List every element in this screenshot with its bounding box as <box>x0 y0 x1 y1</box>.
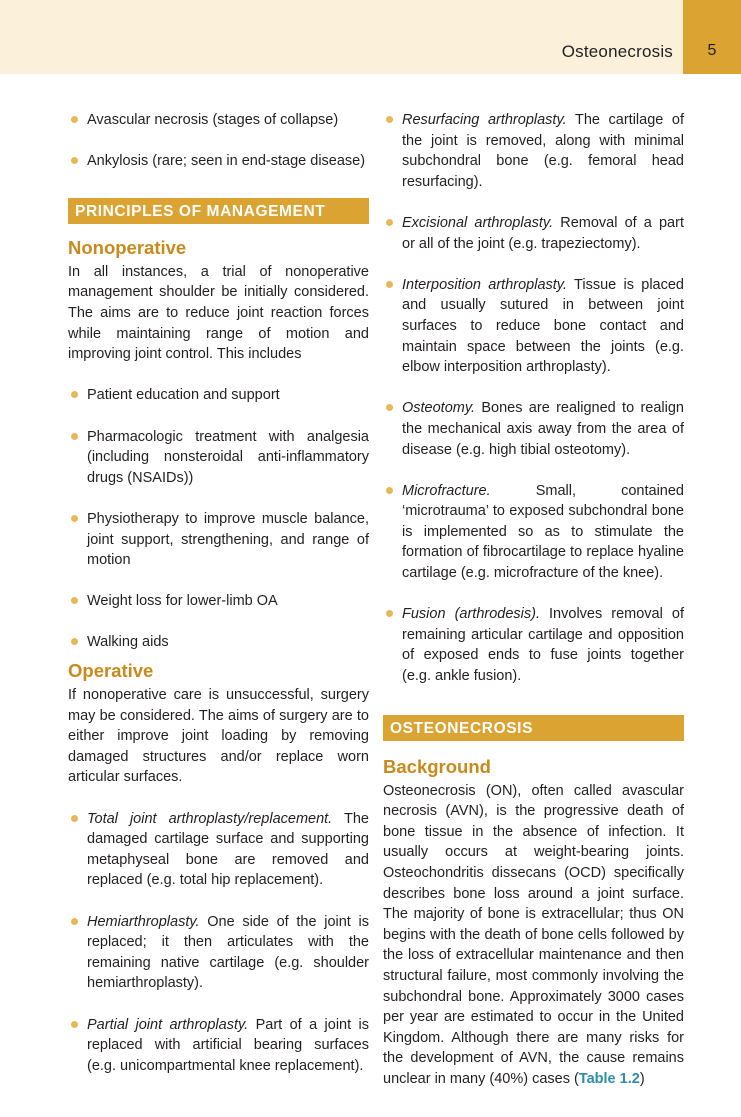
operative-list <box>68 809 369 1077</box>
list-item: Walking aids <box>68 632 369 653</box>
bullet-icon <box>71 1021 78 1028</box>
operative-paragraph: If nonoperative care is unsuccessful, surgery may be considered. The aims of surgery are to either improve joint loading by removing damaged structures and/or replace worn articular surfaces. <box>68 687 369 786</box>
section-heading-management: PRINCIPLES OF MANAGEMENT <box>68 198 369 224</box>
bullet-icon <box>71 116 78 123</box>
bullet-icon <box>71 638 78 645</box>
list-item: Patient education and support <box>68 385 369 406</box>
list-item: Microfracture. Small, contained ‘microtrauma’ to exposed subchondral bone is implemented so as to stimulate the formation of fibrocartilage to replace hyaline cartilage (e.g. microfracture of the knee). <box>383 481 684 584</box>
right-column <box>383 110 684 1090</box>
running-header <box>0 0 683 74</box>
subheading-nonoperative: Nonoperative <box>68 236 187 258</box>
bullet-icon <box>386 404 393 411</box>
list-item: Partial joint arthroplasty. Part of a joint is replaced with artificial bearing surfaces (e.g. unicompartmental knee replacement). <box>68 1015 369 1077</box>
bullet-icon <box>71 157 78 164</box>
list-item: Ankylosis (rare; seen in end-stage disease) <box>68 151 369 172</box>
nonoperative-paragraph: In all instances, a trial of nonoperative management shoulder be initially considered. The aims are to reduce joint reaction forces while maintaining range of motion and improving joint control. This includes <box>68 263 369 363</box>
bullet-icon <box>386 610 393 617</box>
list-item: Resurfacing arthroplasty. The cartilage of the joint is removed, along with minimal subchondral bone (e.g. femoral head resurfacing). <box>383 110 684 192</box>
list-item: Physiotherapy to improve muscle balance, joint support, strengthening, and range of motion <box>68 509 369 571</box>
subheading-background: Background <box>383 755 491 777</box>
list-item: Interposition arthroplasty. Tissue is placed and usually sutured in between joint surfaces to reduce bone contact and maintain space between the joints (e.g. elbow interposition arthroplasty). <box>383 275 684 378</box>
bullet-icon <box>386 281 393 288</box>
subheading-operative: Operative <box>68 660 154 682</box>
nonoperative-list <box>68 385 369 653</box>
bullet-icon <box>71 597 78 604</box>
bullet-icon <box>386 219 393 226</box>
page-number: 5 <box>707 42 717 59</box>
list-item: Osteotomy. Bones are realigned to realign the mechanical axis away from the area of disease (e.g. high tibial osteotomy). <box>383 398 684 460</box>
bullet-icon <box>386 487 393 494</box>
list-item: Total joint arthroplasty/replacement. The damaged cartilage surface and supporting metaphyseal bone are removed and replaced (e.g. total hip replacement). <box>68 809 369 891</box>
table-reference-link[interactable]: Table 1.2 <box>578 1070 640 1087</box>
bullet-icon <box>71 815 78 822</box>
page-number-tab <box>683 0 741 74</box>
arthroplasty-list <box>383 110 684 687</box>
bullet-icon <box>71 515 78 522</box>
left-column <box>68 110 369 1076</box>
running-title: Osteonecrosis <box>561 42 673 61</box>
list-item: Pharmacologic treatment with analgesia (including nonsteroidal anti-inflammatory drugs (NSAIDs)) <box>68 427 369 489</box>
list-item: Avascular necrosis (stages of collapse) <box>68 110 369 131</box>
bullet-icon <box>386 116 393 123</box>
background-paragraph: Osteonecrosis (ON), often called avascular necrosis (AVN), is the progressive death of bone tissue in the absence of infection. It usually occurs at weight-bearing joints. Osteochondritis dissecans (OCD) specifically describes bone loss around a joint surface. The majority of bone is extracellular; thus ON begins with the death of bone cells followed by the loss of extracellular maintenance and then structural failure, most commonly involving the subchondral bone. Approximately 3000 cases per year are estimated to occur in the United Kingdom. Although there are many risks for the development of AVN, the cause remains unclear in many (40%) cases (Table 1.2) <box>383 782 684 1087</box>
complications-list <box>68 110 369 172</box>
list-item: Fusion (arthrodesis). Involves removal of remaining articular cartilage and opposition of exposed ends to fuse joints together (e.g. ankle fusion). <box>383 604 684 686</box>
bullet-icon <box>71 433 78 440</box>
bullet-icon <box>71 918 78 925</box>
list-item: Hemiarthroplasty. One side of the joint is replaced; it then articulates with the remaining native cartilage (e.g. shoulder hemiarthroplasty). <box>68 912 369 994</box>
list-item: Excisional arthroplasty. Removal of a part or all of the joint (e.g. trapeziectomy). <box>383 213 684 254</box>
list-item: Weight loss for lower-limb OA <box>68 591 369 612</box>
section-heading-osteonecrosis: OSTEONECROSIS <box>383 715 684 741</box>
bullet-icon <box>71 391 78 398</box>
